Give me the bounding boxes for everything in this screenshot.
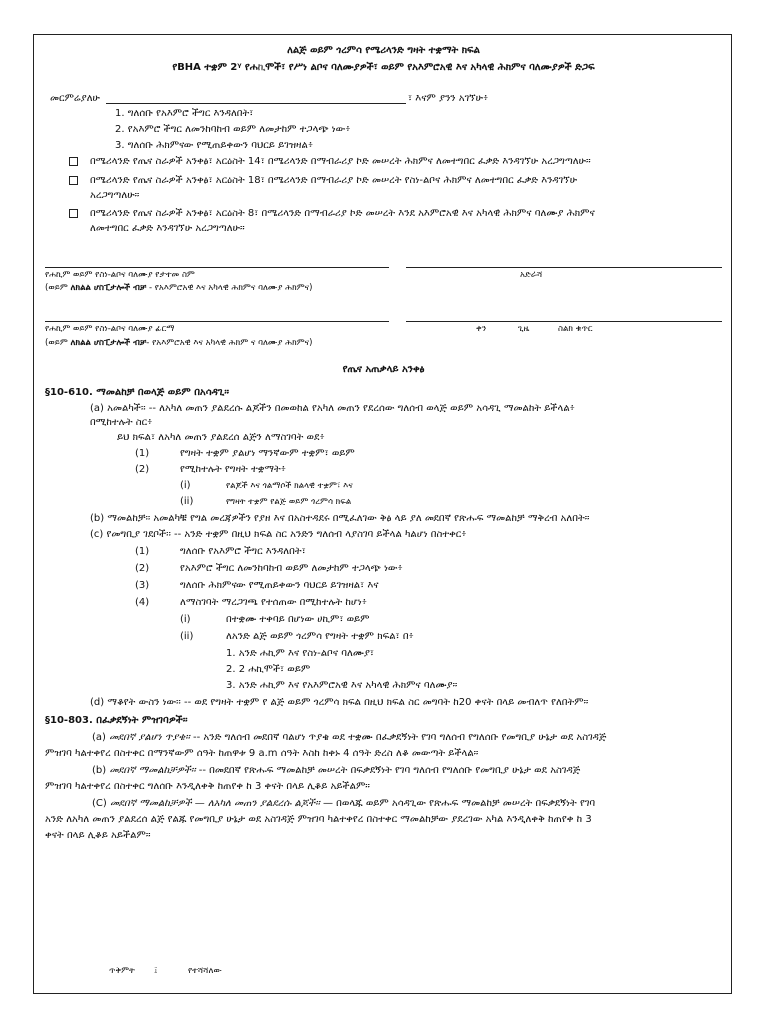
sub-c-4i-num: (i) — [180, 614, 191, 625]
checkbox-psychologist[interactable] — [69, 176, 78, 185]
cert-item: 3. ግለሰቡ ሕክምናው የሚጠይቀውን ባህርይ ይገዝዛል፥ — [115, 140, 314, 151]
sub-a-2ii-num: (ii) — [180, 496, 194, 507]
checkbox-psychologist-label-cont: አረጋግጣለሁ። — [90, 190, 140, 201]
para-c-line3: ቀናት በላይ ሊቆይ አይችልም። — [45, 830, 151, 841]
para-c-line2: አንድ ለአካለ መጠን ያልደረሰ ልጅ የልጁ የመግቢያ ሁኔታ ወደ አስገዳጅ ምዝገባ ካልተቀየረ በስተቀር ማመልከቻው ያደረገው አካል እንዲለቀቅ ከጠየቀ ከ 3 — [45, 814, 592, 825]
sub-a-line2: በሚከተሉት ስር፥ — [90, 417, 153, 428]
checkbox-nurse-label-cont: ለመተግበር ፈቃድ እንዳገኘሁ አረጋግጣለሁ። — [90, 223, 245, 234]
sub-c-4ii: ለአንድ ልጅ ወይም ጎረምሳ የግዛት ተቋም ክፍል፣ በ፥ — [226, 631, 414, 642]
checkbox-nurse-practitioner[interactable] — [69, 209, 78, 218]
footer-month: ጥቅምት — [109, 966, 135, 976]
sub-c-2: የአእምሮ ችግር ለመንከባከብ ወይም ለመታከም ተጋላጭ ነው፥ — [180, 563, 403, 574]
sub-c-4-num: (4) — [135, 597, 150, 608]
sub-d: (d) ማቆየት ውስን ነው፡፡ -- ወደ የግዛት ተቋም የ ልጅ ወይም ጎረምሳ ክፍል በዚህ ክፍል ስር መግባት ከ20 ቀናት በላይ መብለጥ የለበትም። — [90, 697, 589, 708]
sub-a-intro: ይህ ክፍል፣ ለአካለ መጠን ያልደረሰ ልጅን ለማስገባት ወደ፥ — [117, 432, 325, 443]
sub-a-line1: (a) አመልካች፡፡ -- ለአካለ መጠን ያልደረሱ ልጆችን በመወከል የአካለ መጠን የደረሰው ግለሰብ ወላጅ ወይም አሳዳጊ ማመልከት ይችላል፥ — [90, 403, 575, 414]
signature-label: የሐኪም ወይም የስነ-ልቦና ባለሙያ ፊርማ — [45, 324, 175, 334]
state-hospital-note-2: (ወይም ለክልል ሆስፒታሎች ብቻ- የአእምሮአዊ እና አካላዊ ሕክም ና ባለሙያ ሕክምና) — [45, 338, 313, 348]
para-a-line1: (a) መደበኛ ያልሆነ ጥያቄ፡፡ -- አንድ ግለሰብ መደበኛ ባልሆነ ጥያቄ ወደ ተቋሙ በፈቃደኝነት የገባ ግለሰብ የግለሰቡ የመግቢያ ሁኔታ ወደ አስገዳጅ — [92, 732, 607, 743]
header-line-1: ለልጅ ወይም ጎረምሳ የሜሪላንድ ግዛት ተቋማት ክፍል — [287, 45, 480, 56]
sub-c-3: ግለሰቡ ሕክምናው የሚጠይቀውን ባህርይ ይገዝዛል፣ እና — [180, 580, 379, 591]
para-b-line1: (b) መደበኛ ማመልከቻዎች፡፡ -- በመደበኛ የጽሑፍ ማመልከቻ መሠረት በፍቃደኝነት የገባ ግለሰብ የግለሰቡ የመግቢያ ሁኔታ ወደ አስገዳጅ — [92, 765, 581, 776]
sub-c-4ii-item: 2. 2 ሐኪሞች፣ ወይም — [226, 664, 311, 675]
sub-a-2-num: (2) — [135, 464, 150, 475]
section-803-heading: §10-803. በፈቃደኝነት ምዝገባዎች። — [45, 715, 188, 726]
sub-c-4ii-num: (ii) — [180, 631, 194, 642]
footer-separator: ፤ — [154, 966, 158, 976]
signature-line[interactable] — [45, 321, 389, 322]
sub-a-2: የሚከተሉት የግዛት ተቋማት፥ — [180, 464, 287, 475]
sub-a-2i: የልጆች እና ጎልማሶች ክልላዊ ተቋም፣ እና — [226, 481, 353, 491]
para-c-line1: (C) መደበኛ ማመልከቻዎች — ለአካለ መጠን ያልደረሱ ልጆች፡፡ — በወላጁ ወይም አሳዳጊው የጽሑፍ ማመልከቻ መሠረት በፍቃደኝነት የገባ — [92, 798, 596, 809]
sub-c-1: ግለሰቡ የአእምሮ ችግር እንዳለበት፣ — [180, 546, 306, 557]
checkbox-physician[interactable] — [69, 157, 78, 166]
checkbox-psychologist-label: በሜሪላንድ የጤና ስራዎች አንቀፅ፣ አርዕስት 18፣ በሜሪላንድ በማብራሪያ ኮድ መሠረት የስነ-ልቦና ሕክምና ለመተግበር ፈቃድ እንዳገኘሁ — [90, 175, 578, 186]
address-label: አድራሻ — [520, 270, 543, 280]
cert-item: 1. ግለሰቡ የአእምሮ ችግር እንዳለበት፣ — [115, 108, 254, 119]
phone-label: ስልክ ቁጥር — [558, 324, 593, 334]
date-time-phone-line[interactable] — [406, 321, 722, 322]
cert-intro-prefix: መርምሬያለሁ — [50, 93, 100, 104]
sub-c-4i: በተቋሙ ተቀባይ በሆነው ሀኪም፣ ወይም — [226, 614, 370, 625]
printed-name-label: የሐኪም ወይም የስነ-ልቦና ባለሙያ የታተመ ስም — [45, 270, 195, 280]
para-a-line2: ምዝገባ ካልተቀየረ በስተቀር በማንኛውም ሰዓት ከጠዋቱ 9 a.m ሰዓት እስከ ከቀኑ 4 ሰዓት ድረስ ለቆ መውጣት ይችላል። — [45, 748, 479, 759]
sub-c-3-num: (3) — [135, 580, 150, 591]
section-610-heading: §10-610. ማመልከቻ በወላጅ ወይም በአሳዳጊ። — [45, 387, 229, 398]
date-label: ቀን — [476, 324, 487, 334]
address-line[interactable] — [406, 267, 722, 268]
time-label: ጊዜ — [518, 324, 530, 334]
printed-name-line[interactable] — [45, 267, 389, 268]
sub-b: (b) ማመልከቻ፡፡ አመልካቹ የግል መረጃዎችን የያዘ እና በአስተዳደሩ በሚፈለገው ቅፅ ላይ ያለ መደበኛ የጽሑፍ ማመልከቻ ማቅረብ አለበት። — [90, 513, 590, 524]
checkbox-nurse-label: በሜሪላንድ የጤና ስራዎች አንቀፅ፣ አርዕስት 8፣ በሜሪላንድ በማብራሪያ ኮድ መሠረት እንደ አእምሮአዊ እና አካላዊ ሕክምና ባለሙያ ሕክምና — [90, 208, 595, 219]
sub-a-1: የግዛት ተቋም ያልሆነ ማንኛውም ተቋም፣ ወይም — [180, 448, 355, 459]
sub-c-4ii-item: 1. አንድ ሐኪም እና የስነ-ልቦና ባለሙያ፣ — [226, 648, 375, 659]
checkbox-physician-label: በሜሪላንድ የጤና ስራዎች አንቀፅ፣ አርዕስት 14፣ በሜሪላንድ በማብራሪያ ኮድ መሠረት ሕክምና ለመተግበር ፈቃድ እንዳገኘሁ አረጋግጣለሁ። — [90, 156, 591, 167]
footer-revised: የተሻሻለው — [188, 966, 222, 976]
sub-c-4ii-item: 3. አንድ ሐኪም እና የአእምሮአዊ እና አካላዊ ሕክምና ባለሙያ። — [226, 680, 458, 691]
law-title: የጤና አጠቃላይ አንቀፅ — [342, 364, 425, 375]
sub-c: (c) የመግቢያ ገደቦች፡፡ -- አንድ ተቋም በዚህ ክፍል ስር አንድን ግለሰብ ላያስገባ ይችላል ካልሆነ በስተቀር፥ — [90, 529, 467, 540]
sub-c-4: ለማስገባት ማረጋገጫ የተሰጠው በሚከተሉት ከሆነ፥ — [180, 597, 367, 608]
examined-person-line[interactable] — [106, 103, 406, 104]
sub-c-2-num: (2) — [135, 563, 150, 574]
state-hospital-note-1: (ወይም ለክልል ሆስፒታሎች ብቻ - የአእምሮአዊ እና አካላዊ ሕክምና ባለሙያ ሕክምና) — [45, 283, 313, 293]
sub-a-1-num: (1) — [135, 448, 150, 459]
cert-item: 2. የአእምሮ ችግር ለመንከባከብ ወይም ለመታከም ተጋላጭ ነው፥ — [115, 124, 351, 135]
para-b-line2: ምዝገባ ካልተቀየረ በስተቀር ግለሰቡ እንዲለቀቅ ከጠየቀ ከ 3 ቀናት በላይ ሊቆይ አይችልም። — [45, 781, 370, 792]
cert-intro-suffix: ፣ እናም ያንን አገኘሁ፥ — [408, 93, 489, 104]
sub-c-1-num: (1) — [135, 546, 150, 557]
sub-a-2i-num: (i) — [180, 480, 191, 491]
header-line-2: የBHA ተቋም 2ᵞ የሐኪሞች፣ የሥነ ልቦና ባለሙያዎች፣ ወይም የአእምሮአዊ እና አካላዊ ሕክምና ባለሙያዎች ድጋፍ — [172, 62, 595, 73]
sub-a-2ii: የግዛት ተቋም የልጅ ወይም ጎረምሳ ክፍል — [226, 497, 352, 507]
